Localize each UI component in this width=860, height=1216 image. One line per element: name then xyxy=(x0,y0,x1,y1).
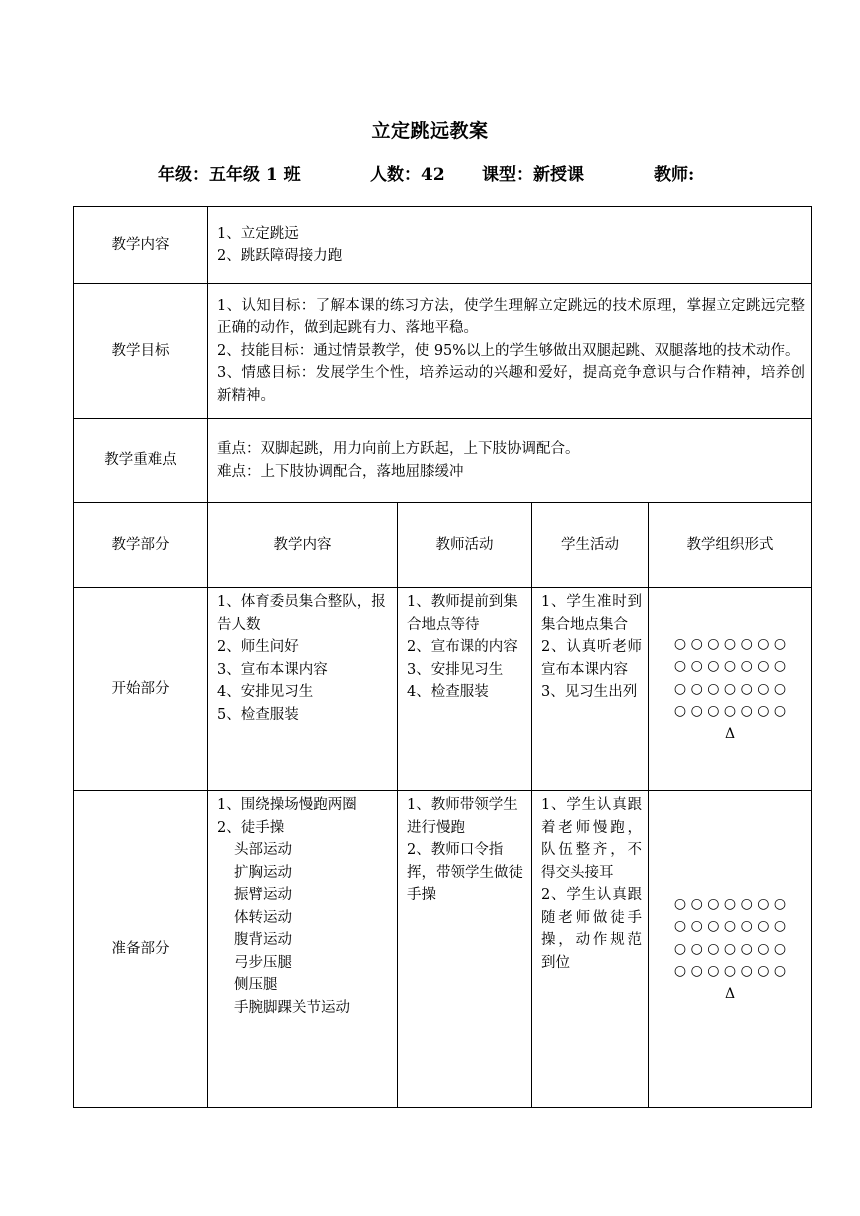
exercise-item: 振臂运动 xyxy=(234,887,292,903)
keypoints-cell xyxy=(208,419,812,503)
keypoint-line: 重点：双脚起跳，用力向前上方跃起，上下肢协调配合。 xyxy=(217,441,580,457)
keypoint-line: 难点：上下肢协调配合，落地屈膝缓冲 xyxy=(217,463,464,480)
content-item: 4、安排见习生 xyxy=(217,684,314,700)
formation-row: ○ ○ ○ ○ ○ ○ ○ xyxy=(673,895,787,912)
objectives-label: 教学目标 xyxy=(74,284,208,419)
section-teacher-activity xyxy=(398,791,532,1108)
exercise-item: 侧压腿 xyxy=(234,977,278,993)
objectives-row xyxy=(74,284,812,419)
lesson-plan-table xyxy=(73,206,812,1108)
section-content xyxy=(208,791,398,1108)
column-header: 教学部分 xyxy=(74,503,208,588)
keypoints-row xyxy=(74,419,812,503)
formation-row: ○ ○ ○ ○ ○ ○ ○ xyxy=(673,963,787,980)
student-item: 2、认真听老师宣布本课内容 xyxy=(541,639,642,678)
formation-row: ○ ○ ○ ○ ○ ○ ○ xyxy=(673,703,787,720)
column-header: 教师活动 xyxy=(398,503,532,588)
section-formation xyxy=(649,791,812,1108)
section-student-activity xyxy=(532,588,649,791)
exercise-item: 体转运动 xyxy=(234,909,292,926)
exercise-item: 手腕脚踝关节运动 xyxy=(234,999,350,1016)
content-item: 3、宣布本课内容 xyxy=(217,661,328,678)
formation-row: ○ ○ ○ ○ ○ ○ ○ xyxy=(673,680,787,697)
section-content xyxy=(208,588,398,791)
teacher-info: 教师: xyxy=(654,165,695,185)
section-row-start xyxy=(74,588,812,791)
formation-row: ○ ○ ○ ○ ○ ○ ○ xyxy=(673,635,787,652)
grade-info: 年级：五年级 1 班 xyxy=(158,165,301,185)
section-row-prep xyxy=(74,791,812,1108)
student-count: 人数：42 xyxy=(370,165,445,185)
section-name: 准备部分 xyxy=(74,791,208,1108)
objectives-cell xyxy=(208,284,812,419)
content-item: 1、围绕操场慢跑两圈 xyxy=(217,797,357,813)
section-teacher-activity xyxy=(398,588,532,791)
section-formation xyxy=(649,588,812,791)
section-name: 开始部分 xyxy=(74,588,208,791)
teacher-item: 4、检查服装 xyxy=(407,684,489,700)
exercise-item: 扩胸运动 xyxy=(234,864,292,881)
teacher-marker: Δ xyxy=(724,985,736,1002)
keypoints-label: 教学重难点 xyxy=(74,419,208,503)
formation-row: ○ ○ ○ ○ ○ ○ ○ xyxy=(673,940,787,957)
teacher-marker: Δ xyxy=(724,725,736,742)
section-student-activity xyxy=(532,791,649,1108)
lesson-info xyxy=(0,160,860,186)
formation-row: ○ ○ ○ ○ ○ ○ ○ xyxy=(673,658,787,675)
column-header-row xyxy=(74,503,812,588)
teacher-item: 1、教师提前到集合地点等待 xyxy=(407,594,518,633)
objective-item: 3、情感目标：发展学生个性，培养运动的兴趣和爱好，提高竞争意识与合作精神，培养创新精神。 xyxy=(217,365,806,404)
column-header: 教学内容 xyxy=(208,503,398,588)
content-item: 5、检查服装 xyxy=(217,706,299,723)
content-item: 2、师生问好 xyxy=(217,639,299,655)
column-header: 教学组织形式 xyxy=(649,503,812,588)
content-label: 教学内容 xyxy=(74,207,208,284)
content-row xyxy=(74,207,812,284)
objective-item: 1、认知目标：了解本课的练习方法，使学生理解立定跳远的技术原理，掌握立定跳远完整正确的动作，做到起跳有力、落地平稳。 xyxy=(217,297,806,337)
content-item: 2、徒手操 xyxy=(217,819,285,836)
content-line: 1、立定跳远 xyxy=(217,225,299,242)
student-item: 1、学生准时到集合地点集合 xyxy=(541,594,642,633)
teacher-item: 2、教师口令指挥，带领学生做徒手操 xyxy=(407,842,523,903)
objective-item: 2、技能目标：通过情景教学，使 95%以上的学生够做出双腿起跳、双腿落地的技术动作。 xyxy=(217,342,800,359)
lesson-type: 课型：新授课 xyxy=(482,165,584,185)
exercise-item: 头部运动 xyxy=(234,842,292,858)
teacher-item: 3、安排见习生 xyxy=(407,661,504,678)
column-header: 学生活动 xyxy=(532,503,649,588)
teacher-item: 1、教师带领学生进行慢跑 xyxy=(407,797,518,836)
student-item: 2、学生认真跟随老师做徒手操，动作规范到位 xyxy=(541,887,642,971)
content-line: 2、跳跃障碍接力跑 xyxy=(217,248,343,264)
content-cell xyxy=(208,207,812,284)
exercise-item: 腹背运动 xyxy=(234,932,292,948)
exercise-item: 弓步压腿 xyxy=(234,954,292,971)
student-item: 3、见习生出列 xyxy=(541,684,638,700)
content-item: 1、体育委员集合整队，报告人数 xyxy=(217,594,386,633)
teacher-item: 2、宣布课的内容 xyxy=(407,639,518,655)
student-item: 1、学生认真跟着老师慢跑，队伍整齐，不得交头接耳 xyxy=(541,797,642,881)
document-title: 立定跳远教案 xyxy=(371,120,489,142)
formation-row: ○ ○ ○ ○ ○ ○ ○ xyxy=(673,918,787,935)
